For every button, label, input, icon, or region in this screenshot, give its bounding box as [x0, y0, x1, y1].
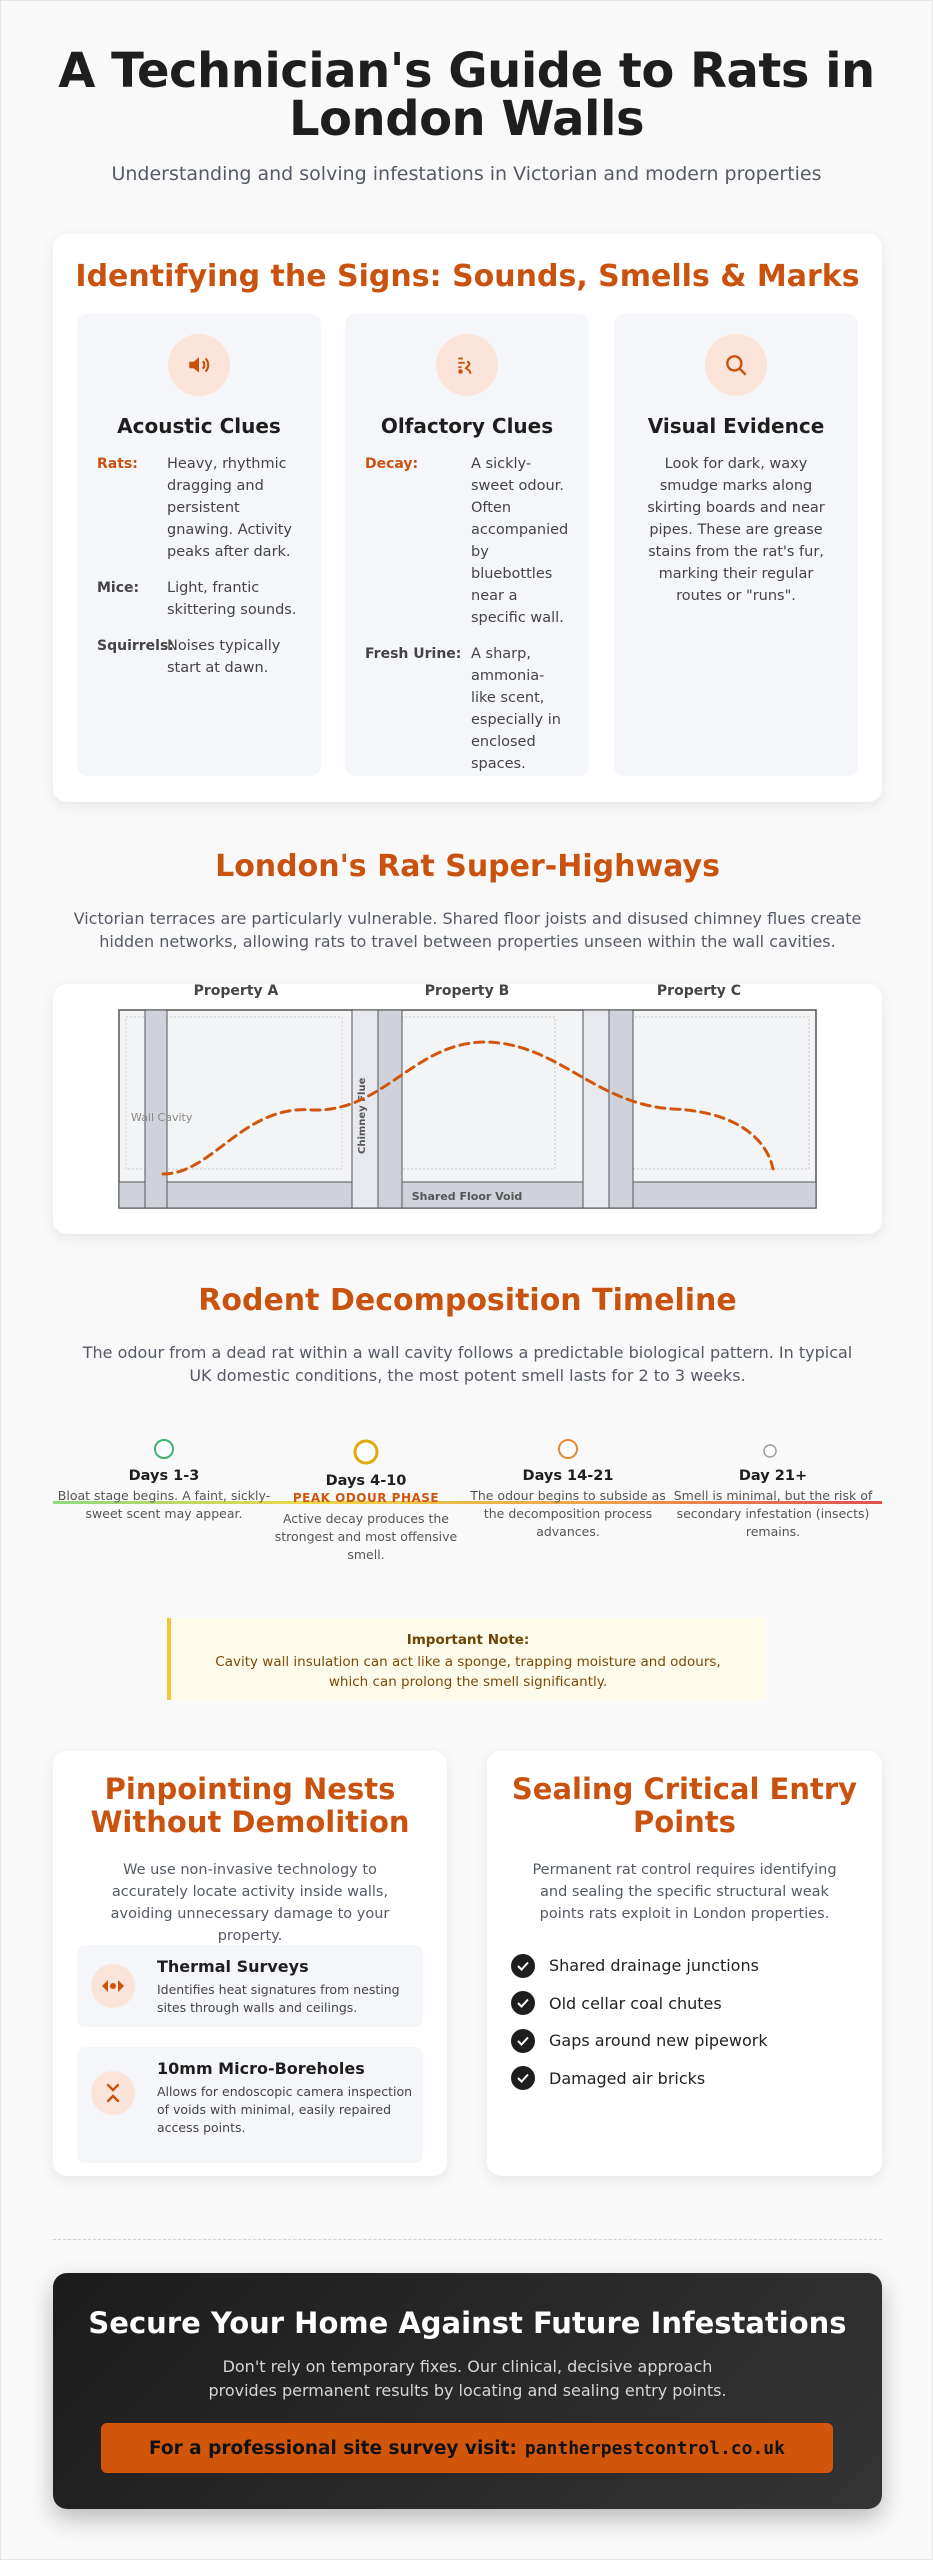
wall-a: [145, 1010, 167, 1208]
stage-text: Bloat stage begins. A faint, sickly-sweet scent may appear.: [57, 1488, 271, 1521]
nests-title-line-1: Pinpointing Nests: [104, 1772, 396, 1806]
page-title-line-1: A Technician's Guide to Rats in: [58, 43, 875, 99]
cta-banner: [53, 2273, 882, 2509]
acoustic-item-squirrels: [77, 635, 321, 679]
timeline-description: The odour from a dead rat within a wall cavity follows a predictable biological pattern. In typical UK domestic conditions, the most potent smell lasts for 2 to 3 weeks.: [82, 1343, 853, 1385]
site-survey-link[interactable]: [101, 2423, 833, 2473]
stage-4-marker: [764, 1445, 776, 1457]
list-item: [511, 1985, 768, 2023]
sealing-card: [487, 1751, 882, 2176]
page-title-line-2: London Walls: [288, 91, 645, 147]
entry-point-label: Gaps around new pipework: [549, 2031, 768, 2051]
check-icon: [511, 1954, 535, 1978]
stage-text: Smell is minimal, but the risk of secondary infestation (insects) remains.: [673, 1488, 873, 1539]
property-b-label: Property B: [424, 984, 510, 999]
acoustic-value: Heavy, rhythmic dragging and persistent gnawing. Activity peaks after dark.: [167, 456, 293, 560]
visual-column: [614, 314, 858, 776]
stage-4: [668, 1468, 878, 1541]
cta-title: Secure Your Home Against Future Infestations: [88, 2306, 847, 2340]
tech-title: Thermal Surveys: [157, 1957, 309, 1976]
property-c-label: Property C: [656, 984, 742, 999]
olfactory-value: A sickly-sweet odour. Often accompanied by bluebottles near a specific wall.: [471, 456, 569, 626]
visual-text: Look for dark, waxy smudge marks along skirting boards and near pipes. These are grease stains from the rat's fur, marking their regular routes or "runs".: [647, 456, 825, 604]
cta-button-label: For a professional site survey visit:: [149, 2437, 517, 2459]
wall-c-outer: [583, 1010, 609, 1208]
check-icon: [511, 2066, 535, 2090]
stage-2: [265, 1473, 467, 1564]
olfactory-key: Decay:: [365, 456, 419, 472]
cta-text: Don't rely on temporary fixes. Our clinical, decisive approach provides permanent results by locating and sealing entry points.: [208, 2357, 727, 2400]
page-title: [1, 43, 932, 147]
olfactory-item-decay: [345, 453, 589, 629]
olfactory-value: A sharp, ammonia-like scent, especially in enclosed spaces.: [471, 646, 561, 772]
stage-3: [463, 1468, 673, 1541]
entry-point-label: Damaged air bricks: [549, 2068, 706, 2088]
list-item: [511, 2022, 768, 2060]
cta-url: pantherpestcontrol.co.uk: [524, 2437, 785, 2459]
stage-1: [53, 1468, 275, 1523]
wall-cavity-label: Wall Cavity: [131, 1111, 193, 1124]
sealing-title-line-1: Sealing Critical Entry: [511, 1772, 858, 1806]
check-icon: [511, 2029, 535, 2053]
thermal-icon: [91, 1964, 135, 2008]
check-icon: [511, 1991, 535, 2015]
note-text: Cavity wall insulation can act like a sponge, trapping moisture and odours, which can prolong the smell significantly.: [215, 1654, 721, 1690]
highways-description: Victorian terraces are particularly vulnerable. Shared floor joists and disused chimney flues create hidden networks, allowing rats to travel between properties unseen within the wall cavities.: [73, 909, 862, 951]
thermal-survey-item: [77, 1945, 423, 2027]
acoustic-item-mice: [77, 577, 321, 621]
stage-label: Days 14-21: [522, 1468, 614, 1484]
chimney-flue-label: Chimney Flue: [357, 1077, 368, 1154]
acoustic-column: [77, 314, 321, 776]
timeline-title: Rodent Decomposition Timeline: [198, 1283, 737, 1318]
list-item: [511, 2060, 768, 2098]
tech-title: 10mm Micro-Boreholes: [157, 2059, 365, 2078]
entry-point-label: Shared drainage junctions: [549, 1956, 759, 1976]
stage-1-marker: [155, 1440, 173, 1458]
page-subtitle: Understanding and solving infestations in Victorian and modern properties: [111, 163, 822, 185]
entry-point-label: Old cellar coal chutes: [549, 1993, 722, 2013]
acoustic-value: Light, frantic skittering sounds.: [167, 580, 297, 618]
entry-points-list: [511, 1947, 768, 2097]
olfactory-item-urine: [345, 643, 589, 775]
acoustic-item-rats: [77, 453, 321, 563]
nests-card: [53, 1751, 447, 2176]
nests-title-line-2: Without Demolition: [90, 1805, 410, 1839]
sealing-title-line-2: Points: [633, 1805, 736, 1839]
section-divider: [53, 2239, 882, 2240]
magnifier-icon: [705, 334, 767, 396]
stage-2-marker: [355, 1441, 377, 1463]
peak-odour-badge: PEAK ODOUR PHASE: [292, 1491, 440, 1505]
terrace-outline: [119, 1010, 816, 1208]
acoustic-key: Squirrels:: [97, 638, 174, 654]
sealing-title: [487, 1773, 882, 1839]
acoustic-value: Noises typically start at dawn.: [167, 638, 281, 676]
floor-void-label: Shared Floor Void: [411, 1190, 523, 1203]
sealing-description: Permanent rat control requires identifying and sealing the specific structural weak points rats exploit in London properties.: [532, 1862, 837, 1922]
stage-3-marker: [559, 1440, 577, 1458]
highways-diagram-card: [53, 984, 882, 1234]
highways-diagram: [53, 984, 882, 1234]
stage-label: Day 21+: [738, 1468, 808, 1484]
signs-card: [53, 234, 882, 802]
acoustic-key: Rats:: [97, 456, 138, 472]
olfactory-key: Fresh Urine:: [365, 646, 462, 662]
nests-title: [53, 1773, 447, 1839]
stage-label: Days 1-3: [128, 1468, 200, 1484]
hero: [1, 1, 932, 185]
highways-title: London's Rat Super-Highways: [215, 849, 720, 884]
olfactory-column: [345, 314, 589, 776]
stage-text: Active decay produces the strongest and most offensive smell.: [274, 1511, 458, 1562]
list-item: [511, 1947, 768, 1985]
wall-b: [378, 1010, 402, 1208]
important-note: [167, 1618, 765, 1700]
acoustic-title: Acoustic Clues: [117, 414, 281, 438]
micro-borehole-item: [77, 2047, 423, 2163]
timeline: [53, 1423, 882, 1573]
wall-c: [609, 1010, 633, 1208]
note-title: Important Note:: [406, 1632, 530, 1648]
property-a-label: Property A: [193, 984, 279, 999]
signs-title: Identifying the Signs: Sounds, Smells & Marks: [75, 259, 860, 294]
tech-text: Allows for endoscopic camera inspection of voids with minimal, easily repaired access points.: [157, 2084, 413, 2135]
tech-text: Identifies heat signatures from nesting sites through walls and ceilings.: [157, 1982, 400, 2015]
olfactory-title: Olfactory Clues: [380, 414, 554, 438]
stage-text: The odour begins to subside as the decomposition process advances.: [470, 1488, 666, 1539]
visual-title: Visual Evidence: [647, 414, 825, 438]
acoustic-key: Mice:: [97, 580, 140, 596]
nests-description: We use non-invasive technology to accurately locate activity inside walls, avoiding unnecessary damage to your property.: [110, 1862, 390, 1944]
borehole-icon: [91, 2071, 135, 2115]
stage-label: Days 4-10: [325, 1473, 407, 1489]
speaker-icon: [168, 334, 230, 396]
wind-icon: [436, 334, 498, 396]
